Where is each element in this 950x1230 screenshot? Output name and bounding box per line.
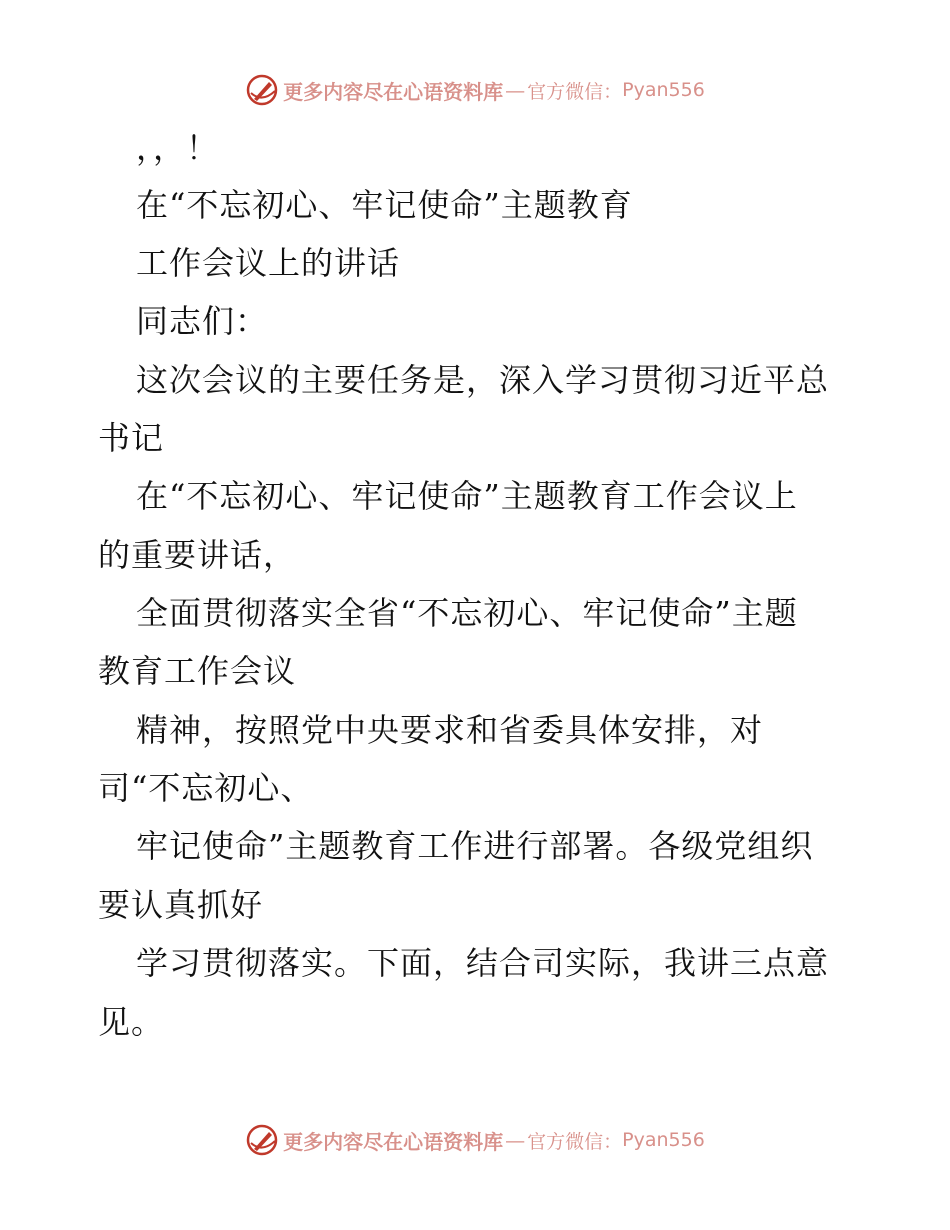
watermark-official-label: 官方微信： [527,80,623,103]
text-line: 要认真抓好 [98,886,264,924]
text-line: 见。 [98,1003,165,1041]
footer-watermark [0,1120,950,1160]
header-watermark [0,70,950,110]
text-line: 教育工作会议 [98,652,297,690]
watermark-wechat-id: Pyan556 [622,1129,705,1151]
text-line: 书记 [98,419,165,457]
watermark-brand-text: 更多内容尽在心语资料库 [283,1129,504,1154]
watermark-official-label: 官方微信： [527,1130,623,1153]
pen-logo-icon [245,1123,279,1157]
watermark-brand-text: 更多内容尽在心语资料库 [283,79,504,104]
pen-logo-icon [245,73,279,107]
speech-title-line-1: 在“不忘初心、牢记使命”主题教育 [136,186,633,224]
text-line: 在“不忘初心、牢记使命”主题教育工作会议上 [136,477,798,515]
text-line: 学习贯彻落实。下面，结合司实际，我讲三点意 [136,944,830,982]
text-line: 司“不忘初心、 [98,769,314,807]
text-line: 这次会议的主要任务是，深入学习贯彻习近平总 [136,361,830,399]
text-line: 全面贯彻落实全省“不忘初心、牢记使命”主题 [136,594,798,632]
text-line: 精神，按照党中央要求和省委具体安排，对 [136,711,764,749]
salutation: 同志们： [136,302,269,340]
speech-title-line-2: 工作会议上的讲话 [136,244,401,282]
watermark-dash: — [505,78,526,102]
watermark-wechat-id: Pyan556 [622,79,705,101]
watermark-dash: — [505,1128,526,1152]
text-line: 的重要讲话， [98,536,297,574]
text-line: ，，！ [136,129,220,167]
text-line: 牢记使命”主题教育工作进行部署。各级党组织 [136,827,814,865]
